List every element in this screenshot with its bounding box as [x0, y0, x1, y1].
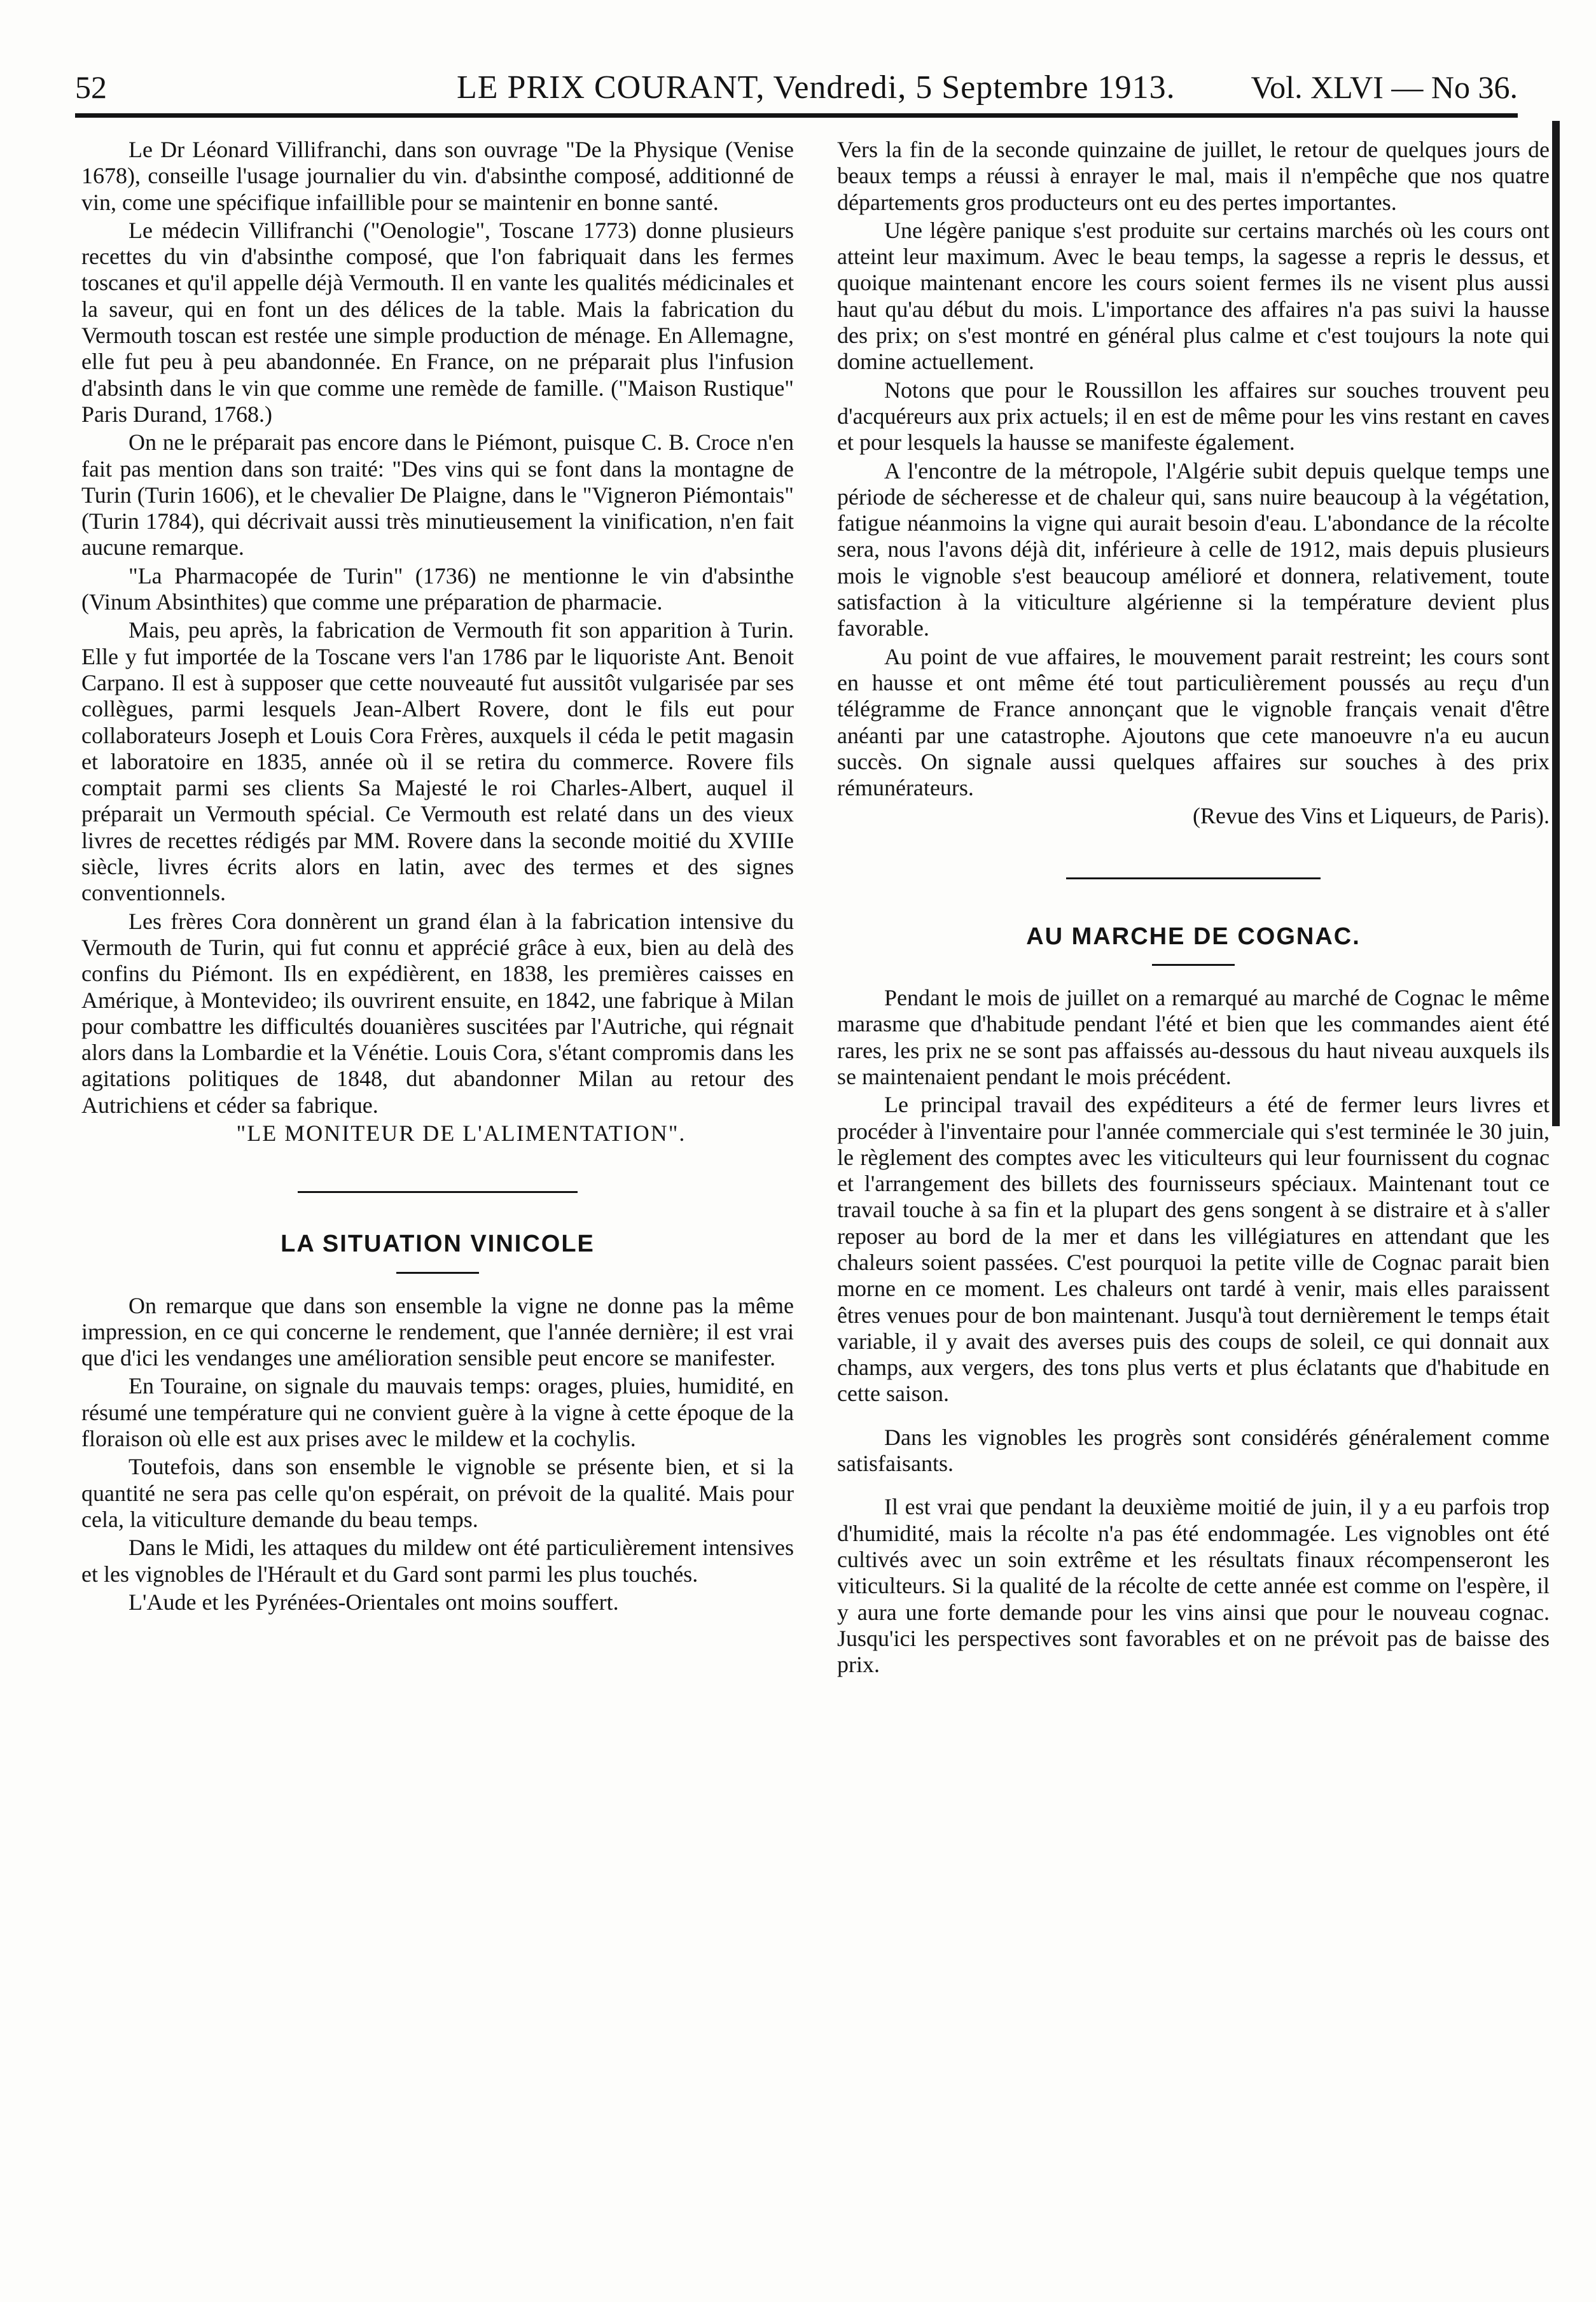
- section-title-situation-vinicole: LA SITUATION VINICOLE: [281, 1231, 595, 1258]
- article-paragraph: Le principal travail des expéditeurs a été de fermer leurs livres et procéder à l'inventaire pour l'année commerciale qui s'est terminée le 30 juin, le règlement des comptes avec les viticulteurs qui leur fournissent du cognac et l'arrangement des billets des fournisseurs spéciaux. Maintenant tout ce travail touche à sa fin et la plupart des gens songent à se distraire et à s'aller reposer au bord de la mer et dans les villégiatures en attendant que les chaleurs soient passées. C'est pourquoi la petite ville de Cognac parait bien morne en ce moment. Les chaleurs ont tardé à venir, mais elles paraissent êtres venues pour de bon maintenant. Jusqu'à tout dernièrement le temps était variable, il y avait des averses puis des coups de soleil, ce qui donnait aux champs, aux vergers, des tons plus verts et plus éclatants que d'habitude en cette saison.: [837, 1092, 1550, 1407]
- article-paragraph: L'Aude et les Pyrénées-Orientales ont moins souffert.: [128, 1589, 619, 1615]
- article-paragraph: Pendant le mois de juillet on a remarqué au marché de Cognac le même marasme que d'habitude pendant l'été et bien que les commandes aient été rares, les prix ne se sont pas affaissés au-dessous du haut niveau auxquels ils se maintenaient pendant le mois précédent.: [837, 985, 1550, 1089]
- article-paragraph: Il est vrai que pendant la deuxième moitié de juin, il y a eu parfois trop d'humidité, mais la récolte n'a pas été endommagée. Les vignobles ont été cultivés avec un soin extrême et les résultats finaux récompenseront les viticulteurs. Si la qualité de la récolte de cette année est comme on l'espère, il y aura une forte demande pour les vins ainsi que pour le nouveau cognac. Jusqu'ici les perspectives sont favorables et on ne prévoit pas de baisse des prix.: [837, 1494, 1550, 1678]
- article-paragraph: A l'encontre de la métropole, l'Algérie subit depuis quelque temps une période de sécheresse et de chaleur qui, sans nuire beaucoup à la végétation, fatigue néanmoins la vigne qui aurait besoin d'eau. L'abondance de la récolte sera, nous l'avons déjà dit, inférieure à celle de 1912, mais depuis plusieurs mois le vignoble s'est beaucoup amélioré et donnera, relativement, toute satisfaction à la viticulture algérienne si la température devient plus favorable.: [837, 457, 1550, 641]
- article-paragraph: Le Dr Léonard Villifranchi, dans son ouvrage "De la Physique (Venise 1678), conseille l'usage journalier du vin. d'absinthe composé, additionné de vin, come une spécifique infaillible pour se maintenir en bonne santé.: [81, 137, 794, 215]
- section-separator: [1066, 877, 1321, 879]
- publication-title: LE PRIX COURANT, Vendredi, 5 Septembre 1913.: [457, 69, 1176, 106]
- article-paragraph: Une légère panique s'est produite sur certains marchés où les cours ont atteint leur maximum. Avec le beau temps, la sagesse a repris le dessus, et quoique maintenant encore les cours soient fermes ils ne visent plus aussi haut qu'au début du mois. L'importance des affaires n'a pas suivi la hausse des prix; on s'est montré en général plus calme et c'est toujours la note qui domine actuellement.: [837, 217, 1550, 375]
- article-paragraph: En Touraine, on signale du mauvais temps: orages, pluies, humidité, en résumé une température qui ne convient guère à la vigne à cette époque de la floraison où elle est aux prises avec le mildew et la cochylis.: [81, 1373, 794, 1452]
- article-source: (Revue des Vins et Liqueurs, de Paris).: [1192, 803, 1550, 829]
- article-paragraph: Au point de vue affaires, le mouvement parait restreint; les cours sont en hausse et ont même été tout particulièrement poussés au reçu d'un télégramme de France annonçant que le vignoble français venait d'être anéanti par une catastrophe. Ajoutons que cete manoeuvre n'a eu aucun succès. On signale aussi quelques affaires sur souches à des prix rémunérateurs.: [837, 643, 1550, 801]
- article-paragraph: On remarque que dans son ensemble la vigne ne donne pas la même impression, en ce qui concerne le rendement, que l'année dernière; il est vrai que d'ici les vendanges une amélioration sensible peut encore se manifester.: [81, 1292, 794, 1371]
- article-paragraph: On ne le préparait pas encore dans le Piémont, puisque C. B. Croce n'en fait pas mention dans son traité: "Des vins qui se font dans la montagne de Turin (Turin 1606), et le chevalier De Plaigne, dans le "Vigneron Piémontais" (Turin 1784), qui décrivait aussi très minutieusement la vinification, n'en fait aucune remarque.: [81, 429, 794, 561]
- right-column: [837, 137, 1550, 1680]
- article-paragraph: Vers la fin de la seconde quinzaine de juillet, le retour de quelques jours de beaux temps a réussi à enrayer le mal, mais il n'empêche que nos quatre départements gros producteurs ont eu des pertes importantes.: [837, 137, 1550, 215]
- page-header: [75, 62, 1518, 120]
- article-paragraph: Toutefois, dans son ensemble le vignoble se présente bien, et si la quantité ne sera pas celle qu'on espérait, on prévoit de la qualité. Mais pour cela, la viticulture demande du beau temps.: [81, 1454, 794, 1532]
- page-number: 52: [75, 69, 107, 105]
- scan-edge-mark: [1552, 121, 1560, 1126]
- article-paragraph: Dans les vignobles les progrès sont considérés généralement comme satisfaisants.: [837, 1424, 1550, 1477]
- left-column: [81, 137, 794, 1617]
- article-paragraph: Le médecin Villifranchi ("Oenologie", Toscane 1773) donne plusieurs recettes du vin d'absinthe composé, que l'on fabriquait dans les fermes toscanes et qu'il appelle déjà Vermouth. Il en vante les qualités médicinales et la saveur, qui en font un des délices de la table. Mais la fabrication du Vermouth toscan est restée une simple production de ménage. En Allemagne, elle fut peu à peu abandonnée. En France, on ne préparait plus l'infusion d'absinth dans le vin que comme une remède de famille. ("Maison Rustique" Paris Durand, 1768.): [81, 217, 794, 427]
- title-underline: [1152, 964, 1235, 966]
- header-rule: [75, 113, 1518, 118]
- article-signature: "LE MONITEUR DE L'ALIMENTATION".: [236, 1120, 686, 1146]
- article-paragraph: Notons que pour le Roussillon les affaires sur souches trouvent peu d'acquéreurs aux prix actuels; il en est de même pour les vins restant en caves et pour lesquels la hausse se manifeste également.: [837, 377, 1550, 456]
- article-paragraph: "La Pharmacopée de Turin" (1736) ne mentionne le vin d'absinthe (Vinum Absinthites) que comme une préparation de pharmacie.: [81, 562, 794, 615]
- volume-number: Vol. XLVI — No 36.: [1251, 69, 1518, 105]
- section-separator: [298, 1191, 578, 1193]
- title-underline: [396, 1272, 479, 1274]
- section-title-marche-cognac: AU MARCHE DE COGNAC.: [1026, 923, 1361, 950]
- article-paragraph: Dans le Midi, les attaques du mildew ont été particulièrement intensives et les vignobles de l'Hérault et du Gard sont parmi les plus touchés.: [81, 1535, 794, 1587]
- article-paragraph: Les frères Cora donnèrent un grand élan à la fabrication intensive du Vermouth de Turin, qui fut connu et apprécié grâce à eux, bien au delà des confins du Piémont. Ils en expédièrent, en 1838, les premières caisses en Amérique, à Montevideo; ils ouvrirent ensuite, en 1842, une fabrique à Milan pour combattre les difficultés douanières suscitées par l'Autriche, qui régnait alors dans la Lombardie et la Vénétie. Louis Cora, s'étant compromis dans les agitations politiques de 1848, dut abandonner Milan au retour des Autrichiens et céder sa fabrique.: [81, 908, 794, 1118]
- article-paragraph: Mais, peu après, la fabrication de Vermouth fit son apparition à Turin. Elle y fut importée de la Toscane vers l'an 1786 par le liquoriste Ant. Benoit Carpano. Il est à supposer que cette nouveauté fut aussitôt vulgarisée par ses collègues, parmi lesquels Jean-Albert Rovere, dont le fils eut pour collaborateurs Joseph et Louis Cora Frères, auxquels il céda le petit magasin et laboratoire en 1835, année où il se retira du commerce. Rovere fils comptait parmi ses clients Sa Majesté le roi Charles-Albert, auquel il préparait un Vermouth spécial. Ce Vermouth est relaté dans un des vieux livres de recettes rédigés par MM. Rovere dans la seconde moitié du XVIIIe siècle, livres écrits alors en latin, avec des termes et des signes conventionnels.: [81, 617, 794, 906]
